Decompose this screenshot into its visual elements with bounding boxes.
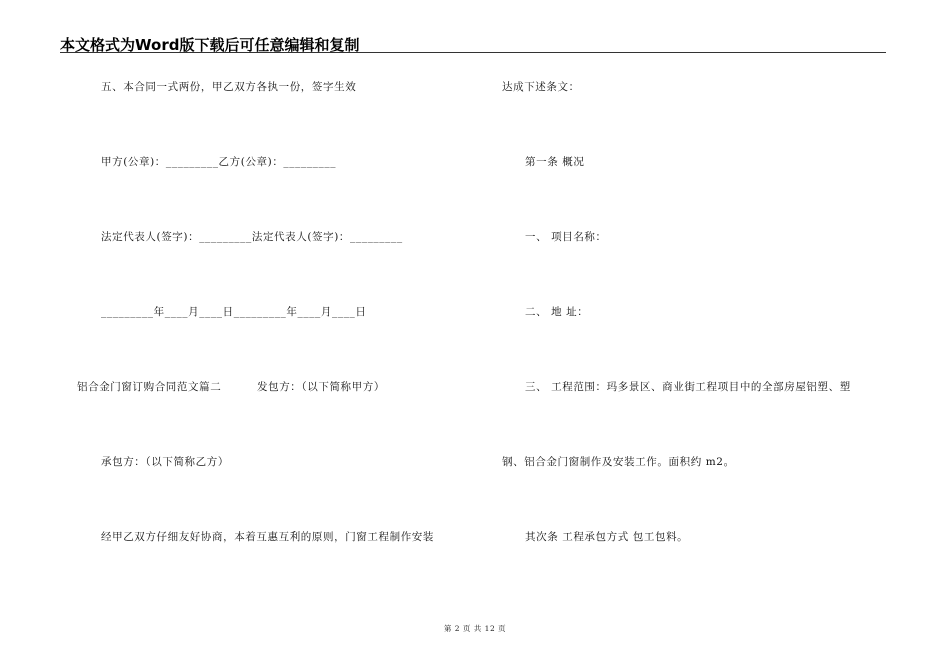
document-header-title: 本文格式为Word版下载后可任意编辑和复制 [60, 36, 360, 54]
party-seal-line: 甲方(公章)：_________乙方(公章)：_________ [101, 156, 337, 168]
legal-representative-line: 法定代表人(签字)：_________法定代表人(签字)：_________ [101, 231, 403, 243]
project-name-line: 一、 项目名称： [525, 231, 607, 243]
clause-five-text: 五、本合同一式两份，甲乙双方各执一份，签字生效 [101, 81, 357, 93]
scope-continuation: 钢、铝合金门窗制作及安装工作。面积约 m2。 [502, 456, 735, 468]
scope-line: 三、 工程范围：玛多景区、商业街工程项目中的全部房屋铝塑、塑 [525, 381, 851, 393]
header-divider [60, 52, 886, 53]
contractor-party-b: 承包方：（以下简称乙方） [101, 456, 229, 468]
article-one-heading: 第一条 概况 [525, 156, 585, 168]
section-title: 铝合金门窗订购合同范文篇二 [77, 381, 222, 393]
contractor-party-a: 发包方：（以下简称甲方） [257, 381, 385, 393]
negotiation-paragraph: 经甲乙双方仔细友好协商，本着互惠互利的原则，门窗工程制作安装 [101, 531, 434, 543]
page-number-footer: 第 2 页 共 12 页 [443, 624, 507, 633]
terms-intro: 达成下述条文： [502, 81, 580, 93]
address-line: 二、 地 址： [525, 306, 589, 318]
date-line: _________年____月____日_________年____月____日 [101, 306, 367, 318]
article-two-line: 其次条 工程承包方式 包工包料。 [525, 531, 689, 543]
